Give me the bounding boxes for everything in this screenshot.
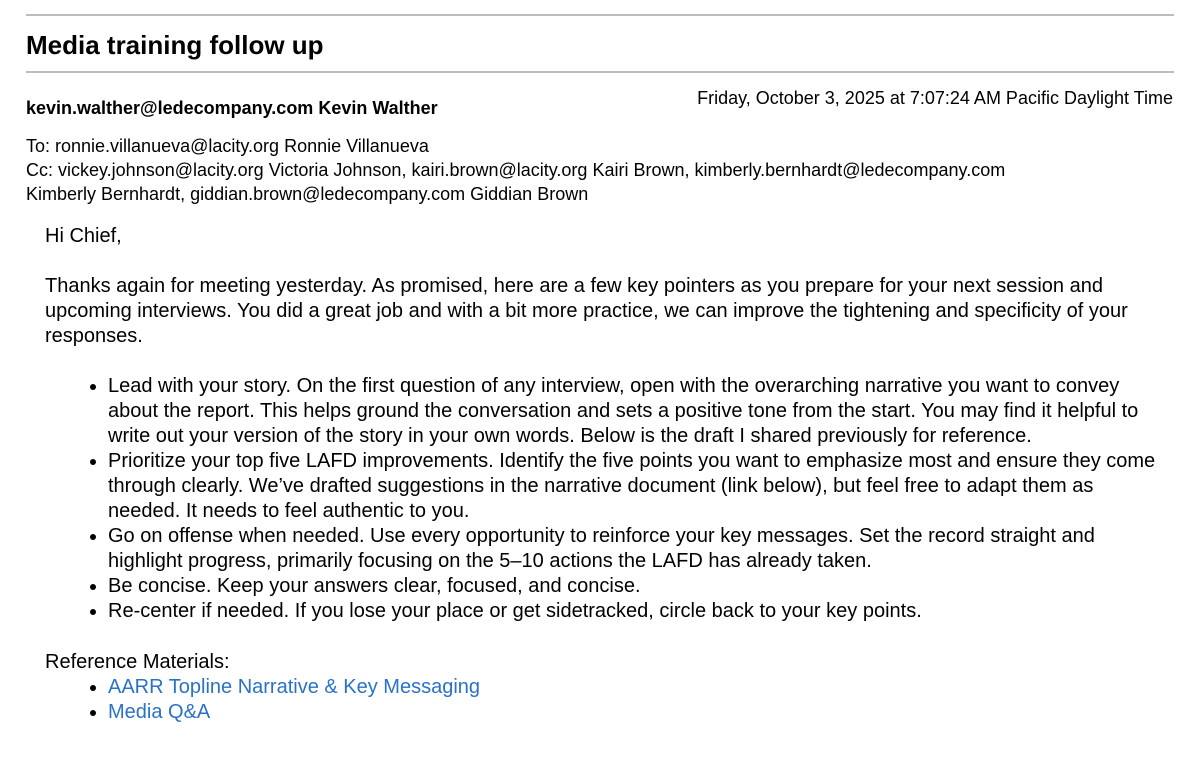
reference-item: [108, 700, 1165, 725]
pointer-item: • Re-center if needed. If you lose your place or get sidetracked, circle back to your key points.: [108, 599, 1165, 624]
email-subject: Media training follow up: [26, 30, 324, 60]
sender: kevin.walther@ledecompany.com Kevin Walther: [26, 98, 438, 118]
top-divider: [26, 14, 1174, 16]
greeting: Hi Chief,: [45, 225, 122, 247]
cc-line: Cc: vickey.johnson@lacity.org Victoria Johnson, kairi.brown@lacity.org Kairi Brown, kimberly.bernhardt@ledecompany.com: [26, 160, 1006, 180]
reference-links-list: [45, 675, 1165, 725]
recipients: [26, 134, 1166, 206]
intro-paragraph: Thanks again for meeting yesterday. As promised, here are a few key pointers as you prepare for your next session and upcoming interviews. You did a great job and with a bit more practice, we can improve the tightening and specificity of your responses.: [45, 275, 1128, 347]
email-body: [45, 224, 1165, 725]
pointer-item: • Go on offense when needed. Use every opportunity to reinforce your key messages. Set the record straight and highlight progress, primarily focusing on the 5–10 actions the LAFD has already taken.: [108, 524, 1165, 574]
link-media-qa[interactable]: Media Q&A: [108, 701, 211, 723]
subject-divider: [26, 71, 1174, 73]
pointer-item: • Be concise. Keep your answers clear, focused, and concise.: [108, 574, 1165, 599]
cc-line-continued: Kimberly Bernhardt, giddian.brown@ledecompany.com Giddian Brown: [26, 184, 589, 204]
key-pointers-list: [45, 374, 1165, 624]
sent-date: Friday, October 3, 2025 at 7:07:24 AM Pacific Daylight Time: [697, 88, 1173, 108]
pointer-item: • Prioritize your top five LAFD improvements. Identify the five points you want to emphasize most and ensure they come through clearly. We’ve drafted suggestions in the narrative document (link below), but feel free to adapt them as needed. It needs to feel authentic to you.: [108, 449, 1165, 524]
pointer-item: • Lead with your story. On the first question of any interview, open with the overarching narrative you want to convey about the report. This helps ground the conversation and sets a positive tone from the start. You may find it helpful to write out your version of the story in your own words. Below is the draft I shared previously for reference.: [108, 374, 1165, 449]
to-line: To: ronnie.villanueva@lacity.org Ronnie Villanueva: [26, 136, 429, 156]
link-aarr-topline-narrative[interactable]: AARR Topline Narrative & Key Messaging: [108, 676, 481, 698]
reference-materials-label: Reference Materials:: [45, 651, 230, 673]
reference-item: [108, 675, 1165, 700]
